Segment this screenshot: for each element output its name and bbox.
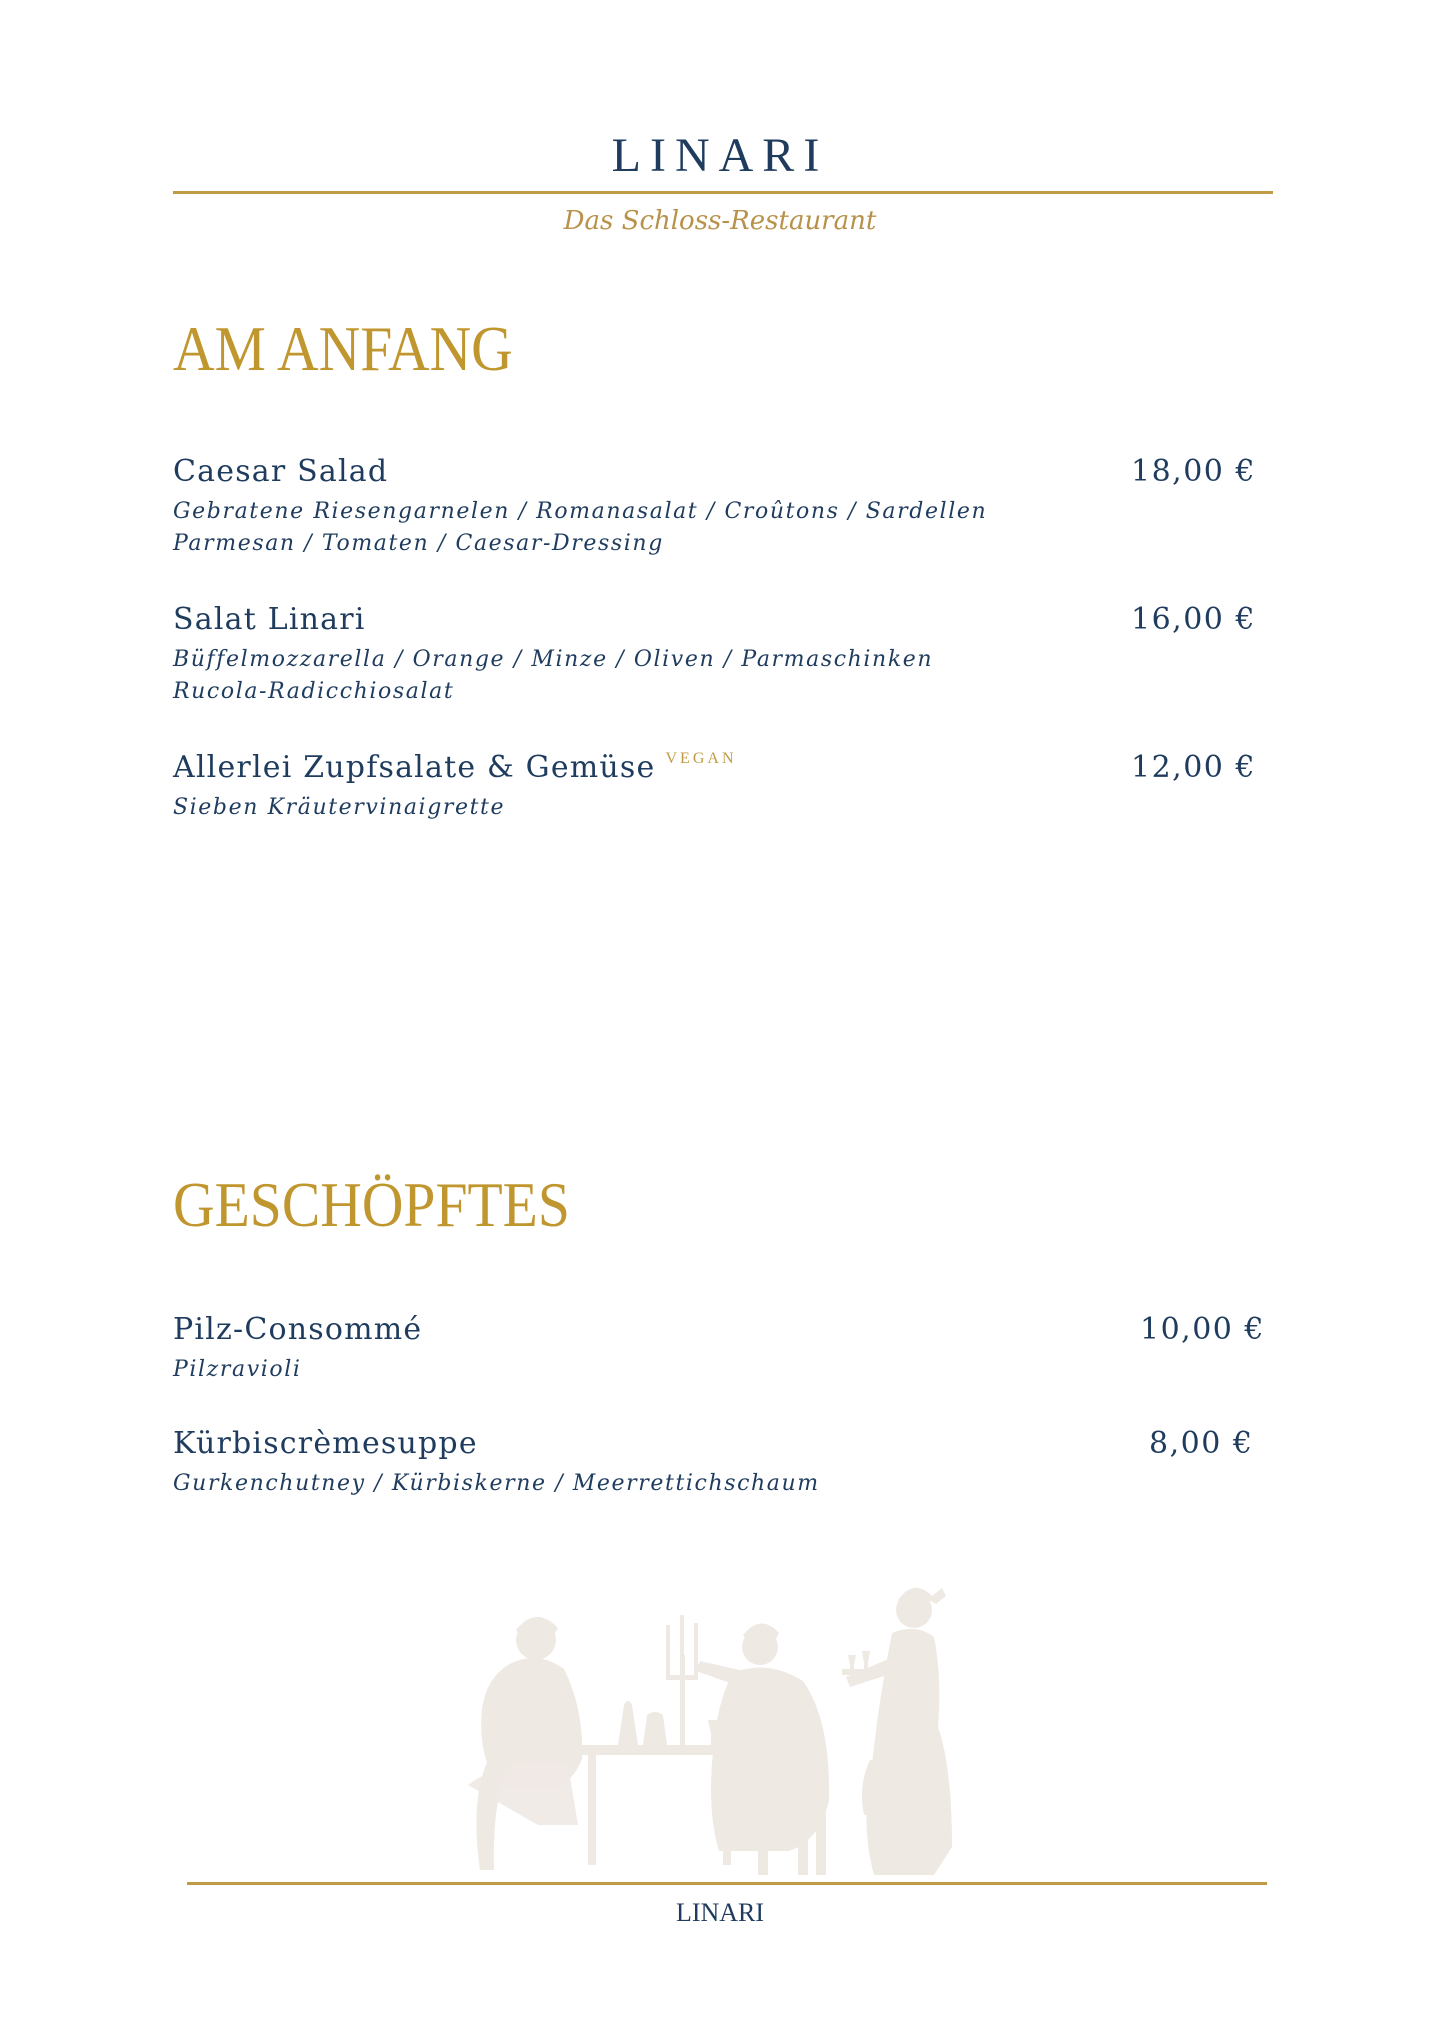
menu-item-zupfsalate <box>173 750 1273 840</box>
menu-item-caesar-salad <box>173 454 1273 556</box>
description-line: Pilzravioli <box>173 1357 302 1382</box>
vegan-badge: VEGAN <box>665 750 737 767</box>
item-description <box>173 1468 820 1500</box>
description-line: Büffelmozzarella / Orange / Minze / Oliven / Parmaschinken <box>173 647 934 672</box>
dining-scene-silhouette-icon <box>468 1585 988 1880</box>
description-line: Gebratene Riesengarnelen / Romanasalat / Croûtons / Sardellen <box>173 499 988 524</box>
item-description <box>173 644 933 708</box>
item-name: Pilz-Consommé <box>173 1312 423 1347</box>
item-name: Caesar Salad <box>173 454 389 489</box>
item-name <box>173 750 737 785</box>
section-heading: GESCHÖPFTES <box>173 1169 570 1240</box>
item-price: 10,00 € <box>1140 1312 1266 1347</box>
item-price: 8,00 € <box>1149 1426 1254 1461</box>
item-description <box>173 496 987 560</box>
description-line: Gurkenchutney / Kürbiskerne / Meerrettichschaum <box>173 1471 820 1496</box>
section-heading: AM ANFANG <box>173 313 513 384</box>
footer-divider <box>187 1882 1267 1885</box>
description-line: Parmesan / Tomaten / Caesar-Dressing <box>173 531 664 556</box>
item-price: 12,00 € <box>1131 750 1257 785</box>
menu-item-salat-linari <box>173 602 1273 704</box>
menu-item-pilz-consomme <box>173 1312 1273 1402</box>
item-price: 16,00 € <box>1131 602 1257 637</box>
description-line: Rucola-Radicchiosalat <box>173 679 455 704</box>
restaurant-subtitle: Das Schloss-Restaurant <box>563 206 877 236</box>
header-divider <box>173 191 1273 194</box>
item-name: Salat Linari <box>173 602 366 637</box>
description-line: Sieben Kräutervinaigrette <box>173 795 506 820</box>
item-description <box>173 792 505 824</box>
item-name-text: Allerlei Zupfsalate & Gemüse <box>173 750 656 785</box>
menu-item-kuerbiscremesuppe <box>173 1426 1273 1516</box>
footer-brand: LINARI <box>675 1898 765 1927</box>
item-price: 18,00 € <box>1131 454 1257 489</box>
item-name: Kürbiscrèmesuppe <box>173 1426 478 1461</box>
restaurant-name: LINARI <box>611 129 829 182</box>
item-description <box>173 1354 301 1386</box>
